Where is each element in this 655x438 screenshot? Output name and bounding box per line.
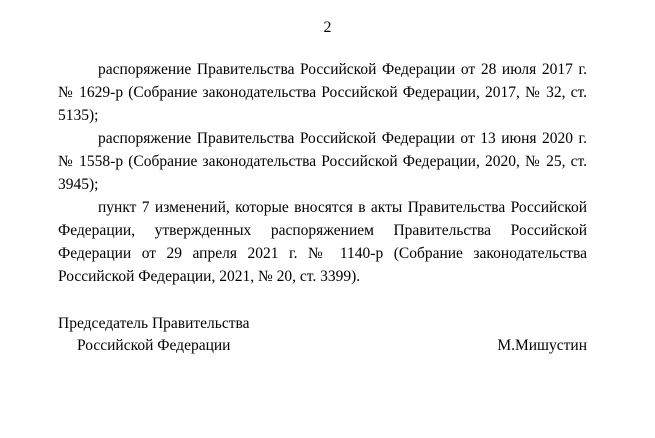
signatory-title-line1: Председатель Правительства: [58, 315, 250, 332]
signature-block: [58, 313, 587, 357]
list-item-clause-7: пункт 7 изменений, которые вносятся в акты Правительства Российской Федерации, утвержденных распоряжением Правительства Российской Федерации от 29 апреля 2021 г. № 1140-р (Собрание законодательства Российской Федерации, 2021, № 20, ст. 3399).: [58, 199, 587, 285]
signatory-name: М.Мишустин: [497, 337, 587, 354]
list-item-order-2017: распоряжение Правительства Российской Федерации от 28 июля 2017 г. № 1629-р (Собрание законодательства Российской Федерации, 2017, № 32, ст. 5135);: [58, 61, 587, 124]
document-body: [58, 58, 587, 288]
page-number: 2: [323, 19, 332, 36]
list-item-order-2020: распоряжение Правительства Российской Федерации от 13 июня 2020 г. № 1558-р (Собрание законодательства Российской Федерации, 2020, № 25, ст. 3945);: [58, 130, 587, 193]
signatory-title-line2: Российской Федерации: [77, 337, 231, 354]
